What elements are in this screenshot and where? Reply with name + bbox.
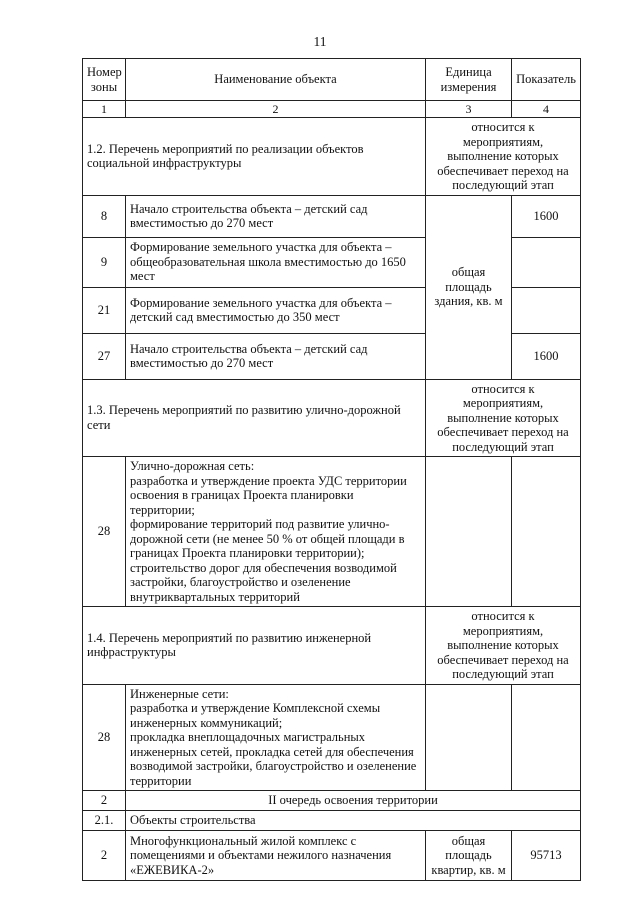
section-note: относится к мероприятиям, выполнение которых обеспечивает переход на последующий этап	[426, 118, 581, 196]
section-title-1-2: 1.2. Перечень мероприятий по реализации объектов социальной инфраструктуры	[83, 118, 426, 196]
subsection-row	[83, 811, 581, 831]
subsection-number: 2.1.	[83, 811, 126, 831]
header-value: Показатель	[512, 59, 581, 101]
zone-number: 21	[83, 287, 126, 333]
object-name: Формирование земельного участка для объекта – общеобразовательная школа вместимостью до 1650 мест	[126, 237, 426, 287]
section-row	[83, 118, 581, 196]
object-name: Начало строительства объекта – детский сад вместимостью до 270 мест	[126, 195, 426, 237]
unit-cell: общая площадь квартир, кв. м	[426, 831, 512, 881]
value-cell	[512, 684, 581, 791]
column-number: 1	[83, 101, 126, 118]
header-row	[83, 59, 581, 101]
section-note: относится к мероприятиям, выполнение которых обеспечивает переход на последующий этап	[426, 607, 581, 685]
table-row	[83, 457, 581, 607]
section-note: относится к мероприятиям, выполнение которых обеспечивает переход на последующий этап	[426, 379, 581, 457]
value-cell: 1600	[512, 195, 581, 237]
column-number-row	[83, 101, 581, 118]
section-title-1-4: 1.4. Перечень мероприятий по развитию инженерной инфраструктуры	[83, 607, 426, 685]
value-cell: 1600	[512, 333, 581, 379]
zone-number: 28	[83, 684, 126, 791]
zone-number: 2	[83, 831, 126, 881]
column-number: 4	[512, 101, 581, 118]
stage-title: II очередь освоения территории	[126, 791, 581, 811]
table-row	[83, 831, 581, 881]
unit-cell	[426, 457, 512, 607]
zone-number: 9	[83, 237, 126, 287]
stage-number: 2	[83, 791, 126, 811]
object-name: Многофункциональный жилой комплекс с помещениями и объектами нежилого назначения «ЕЖЕВИКА-2»	[126, 831, 426, 881]
unit-cell	[426, 684, 512, 791]
object-name: Формирование земельного участка для объекта – детский сад вместимостью до 350 мест	[126, 287, 426, 333]
section-title-1-3: 1.3. Перечень мероприятий по развитию улично-дорожной сети	[83, 379, 426, 457]
header-unit: Единица измерения	[426, 59, 512, 101]
section-row	[83, 607, 581, 685]
zone-number: 8	[83, 195, 126, 237]
table-row	[83, 195, 581, 237]
header-zone: Номер зоны	[83, 59, 126, 101]
object-name: Улично-дорожная сеть: разработка и утверждение проекта УДС территории освоения в границах Проекта планировки территории; формирование территорий под развитие улично-дорожной сети (не менее 50 % от общей площади в границах Проекта планировки территории); строительство дорог для обеспечения возводимой застройки, благоустройство и озеленение внутриквартальных территорий	[126, 457, 426, 607]
table-row	[83, 684, 581, 791]
section-row	[83, 379, 581, 457]
value-cell: 95713	[512, 831, 581, 881]
value-cell	[512, 457, 581, 607]
page-number: 11	[313, 34, 327, 49]
zone-number: 27	[83, 333, 126, 379]
object-name: Инженерные сети: разработка и утверждение Комплексной схемы инженерных коммуникаций; прокладка внеплощадочных магистральных инженерных сетей, прокладка сетей для обеспечения возводимой застройки, благоустройство и озеленение территории	[126, 684, 426, 791]
zone-number: 28	[83, 457, 126, 607]
column-number: 3	[426, 101, 512, 118]
object-name: Начало строительства объекта – детский сад вместимостью до 270 мест	[126, 333, 426, 379]
stage-row	[83, 791, 581, 811]
value-cell	[512, 287, 581, 333]
value-cell	[512, 237, 581, 287]
column-number: 2	[126, 101, 426, 118]
header-name: Наименование объекта	[126, 59, 426, 101]
subsection-title: Объекты строительства	[126, 811, 581, 831]
unit-cell: общая площадь здания, кв. м	[426, 195, 512, 379]
planning-table	[82, 58, 581, 881]
